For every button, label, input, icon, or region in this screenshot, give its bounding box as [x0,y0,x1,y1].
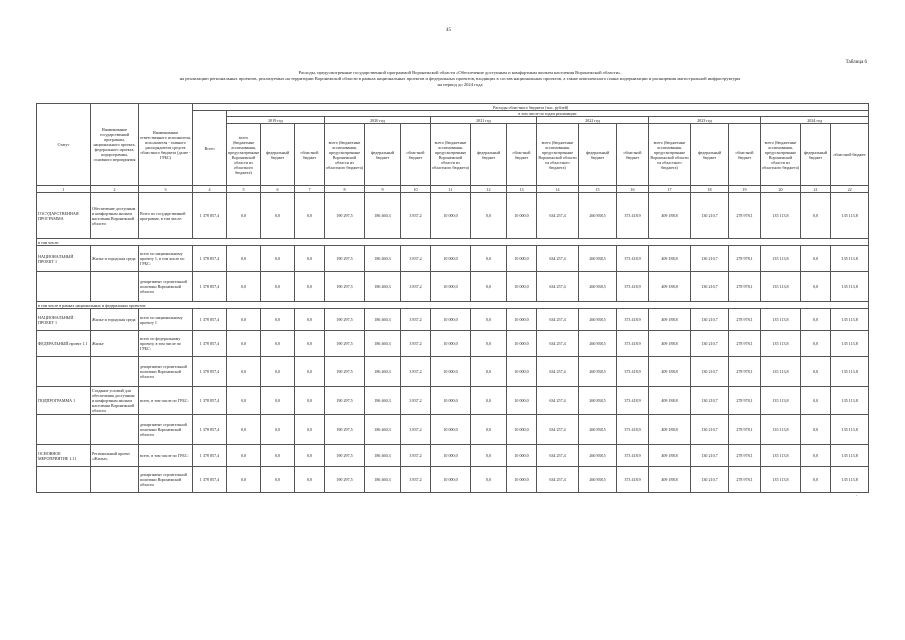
executor-cell: Всего по государственной программе, в том числе: [139,193,193,239]
header-executor: Наименование ответственного исполнителя, исполнителя - главного распорядителя средств областного бюджета (далее - ГРБС) [139,104,193,186]
value-cell: 10 000,0 [431,387,471,415]
table-row [37,272,869,302]
status-cell: ПОДПРОГРАММА 1 [37,387,91,415]
value-cell: 130 210,7 [691,272,729,302]
table-row [37,357,869,387]
value-cell: 1 378 857,4 [193,387,227,415]
status-cell [37,467,91,493]
value-cell: 190 297,5 [325,193,365,239]
header-all: всего (бюджетные ассигнования, предусмотренные Воронежской области из областного бюджета) [537,124,579,186]
value-cell: 135 113,8 [761,415,801,445]
value-cell: 634 257,4 [537,387,579,415]
value-cell: 10 000,0 [507,467,537,493]
program-name-cell [91,357,139,387]
value-cell: 130 210,7 [691,357,729,387]
column-number: 21 [801,186,831,193]
executor-cell: департамент строительной политики Воронежской области [139,357,193,387]
program-name-cell: Жилье и городская среда [91,246,139,272]
value-cell: 0,0 [261,357,295,387]
value-cell: 10 000,0 [431,309,471,331]
value-cell: 190 297,5 [325,246,365,272]
section-row [37,239,869,246]
header-all: всего (бюджетные ассигнования, предусмотренные Воронежской области из областного бюджета) [325,124,365,186]
value-cell: 130 210,7 [691,415,729,445]
document-title [80,70,840,89]
value-cell: 373 418,9 [617,387,649,415]
value-cell: 0,0 [261,272,295,302]
value-cell: 135 113,8 [831,467,869,493]
value-cell: 1 378 857,4 [193,445,227,467]
title-line: Расходы, предусмотренные государственной программой Воронежской области «Обеспечение доступным и комфортным жильем населения Воронежской области», [298,70,622,75]
header-regional: областной бюджет [729,124,761,186]
value-cell: 3 837,2 [401,309,431,331]
header-status: Статус [37,104,91,186]
value-cell: 0,0 [295,387,325,415]
value-cell: 278 978,1 [729,467,761,493]
value-cell: 0,0 [471,415,507,445]
value-cell: 0,0 [261,246,295,272]
value-cell: 135 113,8 [831,387,869,415]
status-cell: НАЦИОНАЛЬНЫЙ ПРОЕКТ 1 [37,309,91,331]
value-cell: 0,0 [261,387,295,415]
value-cell: 1 378 857,4 [193,246,227,272]
value-cell: 373 418,9 [617,246,649,272]
header-federal: федеральный бюджет [579,124,617,186]
column-number: 12 [471,186,507,193]
executor-cell: департамент строительной политики Воронежской области [139,415,193,445]
header-year: 2022 год [537,117,649,124]
table-row [37,309,869,331]
value-cell: 130 210,7 [691,467,729,493]
value-cell: 0,0 [295,309,325,331]
value-cell: 373 418,9 [617,467,649,493]
value-cell: 0,0 [295,445,325,467]
header-federal: федеральный бюджет [691,124,729,186]
value-cell: 0,0 [227,272,261,302]
header-year: 2023 год [649,117,761,124]
value-cell: 135 113,8 [761,387,801,415]
value-cell: 409 188,8 [649,357,691,387]
value-cell: 634 257,4 [537,309,579,331]
value-cell: 10 000,0 [507,272,537,302]
value-cell: 10 000,0 [431,331,471,357]
table-row [37,467,869,493]
value-cell: 186 460,3 [365,445,401,467]
program-name-cell: Жилье [91,331,139,357]
header-all: всего (бюджетные ассигнования, предусмотренные Воронежской области из областного бюджета) [227,124,261,186]
header-all: всего (бюджетные ассигнования, предусмотренные Воронежской области из областного бюджета) [431,124,471,186]
value-cell: 10 000,0 [507,387,537,415]
value-cell: 634 257,4 [537,331,579,357]
header-regional: областной бюджет [507,124,537,186]
column-number: 16 [617,186,649,193]
value-cell: 3 837,2 [401,193,431,239]
value-cell: 10 000,0 [507,331,537,357]
value-cell: 1 378 857,4 [193,193,227,239]
column-number: 5 [227,186,261,193]
value-cell: 634 257,4 [537,272,579,302]
value-cell: 0,0 [295,415,325,445]
value-cell: 0,0 [801,331,831,357]
value-cell: 135 113,8 [761,193,801,239]
value-cell: 0,0 [471,387,507,415]
value-cell: 260 838,5 [579,415,617,445]
value-cell: 0,0 [227,467,261,493]
value-cell: 373 418,9 [617,193,649,239]
table-row [37,331,869,357]
value-cell: 0,0 [261,309,295,331]
value-cell: 409 188,8 [649,467,691,493]
program-name-cell [91,272,139,302]
column-number: 9 [365,186,401,193]
status-cell [37,272,91,302]
header-total: Всего [193,111,227,186]
value-cell: 634 257,4 [537,193,579,239]
table-label: Таблица 6 [845,60,867,65]
value-cell: 260 838,5 [579,193,617,239]
value-cell: 135 113,8 [831,309,869,331]
value-cell: 135 113,8 [831,246,869,272]
value-cell: 186 460,3 [365,415,401,445]
value-cell: 0,0 [471,272,507,302]
value-cell: 278 978,1 [729,309,761,331]
column-number: 18 [691,186,729,193]
value-cell: 190 297,5 [325,387,365,415]
section-label: в том числе: [37,239,869,246]
value-cell: 135 113,8 [831,415,869,445]
header-federal: федеральный бюджет [801,124,831,186]
value-cell: 135 113,8 [761,467,801,493]
value-cell: 3 837,2 [401,415,431,445]
value-cell: 0,0 [227,357,261,387]
value-cell: 0,0 [295,246,325,272]
value-cell: 186 460,3 [365,272,401,302]
value-cell: 0,0 [801,272,831,302]
value-cell: 260 838,5 [579,309,617,331]
status-cell [37,415,91,445]
value-cell: 278 978,1 [729,246,761,272]
value-cell: 3 837,2 [401,357,431,387]
value-cell: 135 113,8 [761,246,801,272]
header-federal: федеральный бюджет [365,124,401,186]
value-cell: 0,0 [801,445,831,467]
value-cell: 135 113,8 [831,272,869,302]
value-cell: 0,0 [471,193,507,239]
column-number: 14 [537,186,579,193]
table-row [37,445,869,467]
program-name-cell [91,467,139,493]
value-cell: 409 188,8 [649,415,691,445]
value-cell: 0,0 [227,415,261,445]
header-year: 2024 год [761,117,869,124]
value-cell: 10 000,0 [507,445,537,467]
value-cell: 130 210,7 [691,193,729,239]
value-cell: 0,0 [295,331,325,357]
program-name-cell: Создание условий для обеспечения доступным и комфортным жильем населения Воронежской области [91,387,139,415]
column-number: 7 [295,186,325,193]
value-cell: 0,0 [295,193,325,239]
value-cell: 260 838,5 [579,246,617,272]
value-cell: 1 378 857,4 [193,415,227,445]
value-cell: 135 113,8 [831,193,869,239]
value-cell: 0,0 [261,445,295,467]
value-cell: 130 210,7 [691,309,729,331]
value-cell: 130 210,7 [691,246,729,272]
value-cell: 135 113,8 [831,331,869,357]
value-cell: 10 000,0 [431,193,471,239]
executor-cell: департамент строительной политики Воронежской области [139,467,193,493]
value-cell: 0,0 [471,357,507,387]
table-body [37,186,869,493]
value-cell: 0,0 [261,193,295,239]
value-cell: 186 460,3 [365,467,401,493]
program-name-cell: Обеспечение доступным и комфортным жильем населения Воронежской области [91,193,139,239]
value-cell: 278 978,1 [729,445,761,467]
value-cell: 409 188,8 [649,193,691,239]
value-cell: 190 297,5 [325,467,365,493]
value-cell: 278 978,1 [729,415,761,445]
header-program-name: Наименование государственной программы, национального проекта, федерального проекта, подпрограммы, основного мероприятия [91,104,139,186]
value-cell: 260 838,5 [579,357,617,387]
section-row [37,302,869,309]
column-number: 1 [37,186,91,193]
column-number: 15 [579,186,617,193]
column-numbers-row [37,186,869,193]
value-cell: 0,0 [227,309,261,331]
corner-mark: · [855,494,857,499]
value-cell: 373 418,9 [617,309,649,331]
column-number: 17 [649,186,691,193]
value-cell: 190 297,5 [325,415,365,445]
value-cell: 1 378 857,4 [193,309,227,331]
value-cell: 0,0 [295,357,325,387]
header-regional: областной бюджет [295,124,325,186]
value-cell: 260 838,5 [579,331,617,357]
value-cell: 278 978,1 [729,331,761,357]
value-cell: 186 460,3 [365,357,401,387]
value-cell: 0,0 [227,387,261,415]
value-cell: 634 257,4 [537,415,579,445]
header-regional: областной бюджет [401,124,431,186]
value-cell: 135 113,8 [831,357,869,387]
value-cell: 278 978,1 [729,193,761,239]
value-cell: 1 378 857,4 [193,357,227,387]
title-line: на реализацию региональных проектов, реализуемых на территории Воронежской области в рамках национальных проектов и федеральных проектов, входящих в состав национальных проектов, а также комплексного плана модернизации и расширения магистральной инфраструктуры [179,76,741,82]
value-cell: 373 418,9 [617,331,649,357]
value-cell: 0,0 [471,445,507,467]
value-cell: 0,0 [295,467,325,493]
value-cell: 0,0 [801,193,831,239]
column-number: 19 [729,186,761,193]
column-number: 22 [831,186,869,193]
value-cell: 190 297,5 [325,445,365,467]
executor-cell: всего по федеральному проекту, в том числе по ГРБС: [139,331,193,357]
value-cell: 130 210,7 [691,445,729,467]
value-cell: 135 113,8 [761,445,801,467]
value-cell: 3 837,2 [401,246,431,272]
column-number: 6 [261,186,295,193]
status-cell: НАЦИОНАЛЬНЫЙ ПРОЕКТ 1 [37,246,91,272]
title-line: на период до 2024 года [437,82,483,88]
value-cell: 135 113,8 [761,331,801,357]
value-cell: 0,0 [471,309,507,331]
header-federal: федеральный бюджет [261,124,295,186]
column-number: 2 [91,186,139,193]
program-name-cell: Жилье и городская среда [91,309,139,331]
header-federal: федеральный бюджет [471,124,507,186]
value-cell: 1 378 857,4 [193,467,227,493]
value-cell: 10 000,0 [431,272,471,302]
value-cell: 10 000,0 [431,415,471,445]
value-cell: 10 000,0 [507,309,537,331]
header-year: 2019 год [227,117,325,124]
value-cell: 260 838,5 [579,272,617,302]
value-cell: 130 210,7 [691,387,729,415]
executor-cell: всего по национальному проекту 1, в том числе по ГРБС: [139,246,193,272]
value-cell: 0,0 [801,309,831,331]
table-row [37,387,869,415]
value-cell: 278 978,1 [729,357,761,387]
value-cell: 278 978,1 [729,272,761,302]
value-cell: 190 297,5 [325,272,365,302]
value-cell: 634 257,4 [537,246,579,272]
table-row [37,415,869,445]
status-cell: ОСНОВНОЕ МЕРОПРИЯТИЕ 1.11 [37,445,91,467]
value-cell: 409 188,8 [649,445,691,467]
value-cell: 278 978,1 [729,387,761,415]
value-cell: 10 000,0 [507,193,537,239]
value-cell: 634 257,4 [537,357,579,387]
value-cell: 260 838,5 [579,445,617,467]
value-cell: 0,0 [295,272,325,302]
value-cell: 373 418,9 [617,357,649,387]
column-number: 20 [761,186,801,193]
column-number: 4 [193,186,227,193]
page-number: 45 [446,28,451,33]
value-cell: 0,0 [227,331,261,357]
value-cell: 10 000,0 [431,467,471,493]
executor-cell: департамент строительной политики Воронежской области [139,272,193,302]
value-cell: 186 460,3 [365,246,401,272]
value-cell: 3 837,2 [401,272,431,302]
value-cell: 0,0 [227,246,261,272]
header-year: 2020 год [325,117,431,124]
value-cell: 135 113,8 [761,272,801,302]
column-number: 8 [325,186,365,193]
header-expenses: Расходы областного бюджета (тыс. рублей) [193,104,869,111]
header-all: всего (бюджетные ассигнования, предусмотренные Воронежской области из областного бюджета) [761,124,801,186]
value-cell: 190 297,5 [325,357,365,387]
value-cell: 260 838,5 [579,387,617,415]
value-cell: 0,0 [227,445,261,467]
program-name-cell: Региональный проект «Жилье» [91,445,139,467]
value-cell: 0,0 [471,467,507,493]
value-cell: 0,0 [471,246,507,272]
value-cell: 409 188,8 [649,272,691,302]
table-row [37,193,869,239]
value-cell: 10 000,0 [431,246,471,272]
header-regional: областной бюджет [617,124,649,186]
program-name-cell [91,415,139,445]
value-cell: 373 418,9 [617,445,649,467]
value-cell: 1 378 857,4 [193,331,227,357]
value-cell: 634 257,4 [537,467,579,493]
value-cell: 10 000,0 [431,445,471,467]
value-cell: 135 113,8 [831,445,869,467]
value-cell: 0,0 [801,415,831,445]
value-cell: 409 188,8 [649,387,691,415]
value-cell: 3 837,2 [401,387,431,415]
header-by-years: в том числе по годам реализации: [227,111,869,117]
section-label: в том числе в рамках национальных и федеральных проектов: [37,302,869,309]
value-cell: 0,0 [801,387,831,415]
expenses-table [36,103,869,493]
value-cell: 409 188,8 [649,246,691,272]
header-all: всего (бюджетные ассигнования, предусмотренные Воронежской области из областного бюджета) [649,124,691,186]
value-cell: 10 000,0 [507,357,537,387]
executor-cell: всего по национальному проекту 1 [139,309,193,331]
value-cell: 10 000,0 [431,357,471,387]
column-number: 3 [139,186,193,193]
value-cell: 3 837,2 [401,445,431,467]
value-cell: 3 837,2 [401,467,431,493]
header-year: 2021 год [431,117,537,124]
value-cell: 634 257,4 [537,445,579,467]
value-cell: 186 460,3 [365,387,401,415]
column-number: 10 [401,186,431,193]
table-row [37,246,869,272]
header-regional: областной бюджет [831,124,869,186]
value-cell: 135 113,8 [761,357,801,387]
column-number: 11 [431,186,471,193]
value-cell: 190 297,5 [325,331,365,357]
value-cell: 10 000,0 [507,246,537,272]
value-cell: 409 188,8 [649,331,691,357]
value-cell: 0,0 [471,331,507,357]
value-cell: 373 418,9 [617,415,649,445]
value-cell: 130 210,7 [691,331,729,357]
status-cell [37,357,91,387]
value-cell: 135 113,8 [761,309,801,331]
status-cell: ФЕДЕРАЛЬНЫЙ проект 1.1 [37,331,91,357]
value-cell: 3 837,2 [401,331,431,357]
value-cell: 186 460,3 [365,331,401,357]
value-cell: 10 000,0 [507,415,537,445]
status-cell: ГОСУДАРСТВЕННАЯ ПРОГРАММА [37,193,91,239]
value-cell: 0,0 [801,246,831,272]
value-cell: 0,0 [227,193,261,239]
value-cell: 186 460,3 [365,193,401,239]
value-cell: 186 460,3 [365,309,401,331]
executor-cell: всего, в том числе по ГРБС: [139,387,193,415]
value-cell: 0,0 [801,357,831,387]
value-cell: 373 418,9 [617,272,649,302]
value-cell: 409 188,8 [649,309,691,331]
value-cell: 0,0 [261,331,295,357]
executor-cell: всего, в том числе по ГРБС: [139,445,193,467]
value-cell: 0,0 [261,467,295,493]
value-cell: 190 297,5 [325,309,365,331]
column-number: 13 [507,186,537,193]
value-cell: 0,0 [801,467,831,493]
value-cell: 260 838,5 [579,467,617,493]
value-cell: 1 378 857,4 [193,272,227,302]
value-cell: 0,0 [261,415,295,445]
